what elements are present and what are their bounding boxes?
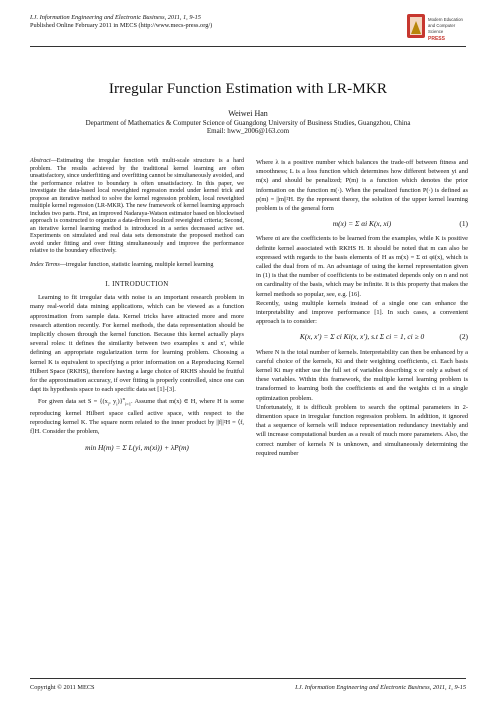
abstract-label: Abstract <box>30 158 51 164</box>
svg-text:Science: Science <box>428 29 444 34</box>
published-line: Published Online February 2011 in MECS (http://www.mecs-press.org/) <box>30 21 213 29</box>
paper-title: Irregular Function Estimation with LR-MKR <box>108 80 388 97</box>
equation-min-text: min H(m) = Σ L(yi, m(xi)) + λP(m) <box>85 442 189 452</box>
section-heading: I. INTRODUCTION <box>105 280 169 288</box>
assumption-text: Assume that m(x) ∈ H, where H is some reproducing kernel Hilbert space called active space, with respect to the reproducing kernel K. The square norm related to the inner product by ||f||²H = ⟨f, f⟩H. Consider the problem, <box>30 398 244 436</box>
left-column <box>30 158 244 458</box>
publisher-logo <box>407 12 467 42</box>
copyright: Copyright © 2011 MECS <box>30 684 95 691</box>
page-footer <box>30 684 466 691</box>
author-block <box>0 110 496 136</box>
index-terms <box>30 262 244 270</box>
intro-paragraph-1: Learning to fit irregular data with noise is an important research problem in many real-world data mining applications, which can be viewed as a function approximation from sample data. Kernel tricks have attracted more and more research attention recently. For kernel methods, the data representation should be implicitly chosen through the kernel function. Because this kernel actually plays several roles: it defines the similarity between two examples x and x′, while defining an appropriate regularization term for learning problem. Choosing a kernel K is equivalent to specifying a prior information on a Reproducing Kernel Hilbert Space (RKHS), therefore having a large choice of RKHS should be fruitful for the approximation accuracy, if over fitting is properly controlled, since one can dapt its hypothesis space to each specific data set [1]-[3]. <box>30 294 244 394</box>
index-terms-label: Index Terms <box>30 261 60 268</box>
right-column <box>256 158 468 458</box>
body-paragraph-5: Unfortunately, it is difficult problem to search the optimal parameters in 2-dimention space in irregular function regression problem. In addition, it ignored that a sequence of kernels will induce representation redundancy inevitably and will increase computational burden as a result of much more parameters. Also, the correct number of kernels N is unknown, and simultaneously determining the required number <box>256 403 468 457</box>
journal-header <box>30 14 330 29</box>
svg-text:and Computer: and Computer <box>428 23 456 28</box>
footer-divider <box>30 678 466 679</box>
equation-2 <box>256 332 468 341</box>
footer-journal: I.J. Information Engineering and Electronic Business, 2011, 1, 9-15 <box>295 684 466 691</box>
svg-text:PRESS: PRESS <box>428 36 445 42</box>
equation-2-number: (2) <box>459 332 468 342</box>
body-paragraph-4: Where N is the total number of kernels. Interpretability can then be enhanced by a careful choice of the kernels, Ki and their weighting coefficients, ci. Each basis kernel Ki may either use the full set of variables describing x or only a subset of these variables. Within this framework, the multiple kernel learning problem is transformed to learning both the coefficients αi and the weights ci in a single optimization problem. <box>256 348 468 402</box>
intro-paragraph-2: For given data set $S = \{(x_i$, $y_i)\}^n_{i=1}$. Assume that m(x) ∈ H, where H is some reproducing kernel Hilbert space called active space, with respect to the reproducing kernel K. The square norm related to the inner product by ||f||²H = ⟨f, f⟩H. Consider the problem, <box>30 396 244 436</box>
svg-text:Modern Education: Modern Education <box>428 17 463 22</box>
body-paragraph-2: Where αi are the coefficients to be learned from the examples, while K is positive definite kernel associated with RKHS H. It should be noted that m can also be expressed with regards to the basis elements of H as m(x) = Σ αi φi(x), which is called the dual from of m. An advantage of using the kernel representation given in (1) is that the number of coefficients to be estimated depends only on n and not on cardinality of the basis, which may be infinite. It is this property that makes the kernel methods so popular, see, e.g. [16]. <box>256 235 468 298</box>
header-divider <box>30 46 466 47</box>
index-terms-text: —irregular function, statistic learning, multiple kernel learning <box>59 261 214 268</box>
equation-1 <box>256 219 468 228</box>
dataset-definition: For given data set S = {(x <box>38 398 108 406</box>
equation-1-text: m(x) = Σ αi K(x, xi) <box>332 219 392 229</box>
author-name: Weiwei Han <box>228 109 268 118</box>
abstract-text: —Estimating the irregular function with multi-scale structure is a hard problem. The results achieved by the traditional kernel learning are often unsatisfactory, since underfitting and overfitting cannot be simultaneously avoided, and the performance relative to boundary is often unsatisfactory. In this paper, we investigate the data-based local reweighted regression model under kernel trick and propose an iterative method to solve the kernel regression problem, local reweighted multiple kernel regression (LR-MKR). The new framework of kernel learning approach includes two parts. First, an improved Nadaraya-Watson estimator based on blockwised approach is constructed to organize a data-driven localized reweighted criteria; Second, an iterative kernel learning method is introduced in a series decreased active set. Experiments on simulated and real data sets demonstrate the proposed method can avoid under fitting and over fitting simultaneously and improve the performance relative to the boundary effectively. <box>30 158 244 254</box>
equation-1-number: (1) <box>459 219 468 229</box>
affiliation: Department of Mathematics & Computer Science of Guangdong University of Business Studies, Guangzhou, China <box>85 118 411 127</box>
body-paragraph-3: Recently, using multiple kernels instead of a single one can enhance the interpretability and improve performance [1]. In such cases, a convenient approach is to consider: <box>256 299 468 326</box>
body-paragraph-1: Where λ is a positive number which balances the trade-off between fitness and smoothness; L is a loss function which determines how different between yi and m(x) and should be penalized; P(m) is a function which denotes the prior information on the function m(·). When the penalized function P(·) is defined as p(m) = ||m||²H. By the represent theory, the solution of the upper kernel learning problem is of the general form <box>256 159 468 213</box>
equation-2-text: K(x, x′) = Σ ci Ki(x, x′), s.t Σ ci = 1, ci ≥ 0 <box>299 332 425 342</box>
journal-citation: I.J. Information Engineering and Electronic Business, 2011, 1, 9-15 <box>30 14 201 21</box>
equation-min <box>30 443 244 452</box>
abstract <box>30 158 244 256</box>
email: Email: hww_2006@163.com <box>206 127 290 135</box>
